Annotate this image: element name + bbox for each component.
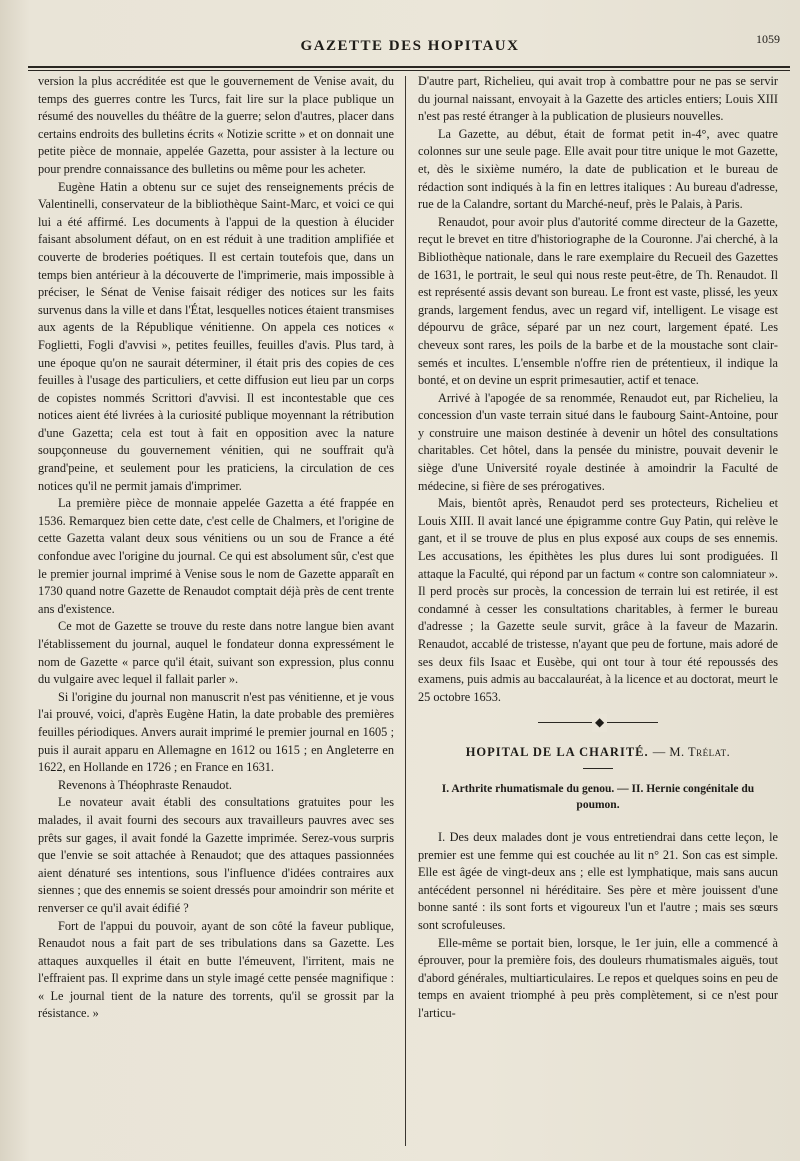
paragraph: La Gazette, au début, était de format petit in-4°, avec quatre colonnes sur une seule page. Elle avait pour titre unique le mot Gazette, et, dès le sixième numéro, la date de publication et le bureau de rédaction sont indiqués à la fin en lettres italiques : Au bureau d'adresse, rue de la Calandre, sortant du Marché-neuf, près le Palais, à Paris. (418, 126, 778, 212)
section-author: — M. Trélat. (652, 745, 731, 760)
lesson-subtitle: I. Arthrite rhumatismale du genou. — II. Hernie congénitale du poumon. (441, 782, 755, 811)
section-heading (418, 744, 778, 762)
section-rule (583, 768, 613, 769)
right-column (418, 73, 778, 1023)
paragraph: version la plus accréditée est que le gouvernement de Venise avait, du temps des guerres contre les Turcs, fait lire sur la place publique un résumé des nouvelles du théâtre de la guerre; selon d'autres, placer dans certains endroits des bulletins écrits « Notizie scritte » et on donnait une petite pièce de monnaie, appelée Gazetta, pour assister à la lecture ou pour prendre connaissance des bulletins ou même pour les acheter. (38, 74, 394, 176)
paragraph: Revenons à Théophraste Renaudot. (58, 777, 232, 792)
paragraph: Ce mot de Gazette se trouve du reste dans notre langue bien avant l'établissement du journal, auquel le fondateur donna expressément le nom de Gazette « parce qu'il était, suivant son expression, plus connu du vulgaire avec lequel il fallait parler ». (38, 619, 394, 687)
page-header (30, 30, 790, 60)
journal-title: GAZETTE DES HOPITAUX (300, 38, 520, 54)
left-column (38, 73, 394, 1023)
header-rule-thin (28, 70, 790, 71)
column-divider (405, 76, 406, 1146)
paragraph: Eugène Hatin a obtenu sur ce sujet des renseignements précis de Valentinelli, conservateur de la bibliothèque Saint-Marc, et voici ce qui lui a été affirmé. Les documents à l'appui de la question à élucider faisant absolument défaut, on en est réduit à une tradition amplifiée et couverte de broderies poétiques. Il est certain toutefois que, dans un temps bien antérieur à la découverte de l'imprimerie, mais impossible à préciser, le Sénat de Venise faisait rédiger des notices sur les faits survenus dans la ville et dans l'État, lesquelles notices étaient transmises aux agents de la République vénitienne. On appela ces notices « Foglietti, Fogli d'avvisi », petites feuilles, feuilles d'avis. Plus tard, à une époque qu'on ne saurait déterminer, il était pris des copies de ces feuilles à l'usage des particuliers, et cette diffusion eut lieu par un corps de copistes nommés Scrittori d'avvisi. Il est incontestable que ces notices aient été livrées à la curiosité publique moyennant la rétribution d'une Gazetta; cela est tout à fait en opposition avec la nature soupçonneuse du gouvernement vénitien, qui ne souffrait qu'à grand'peine, et seulement pour les praticiens, la circulation de ces notices qu'il ne permit jamais d'imprimer. (38, 179, 394, 493)
header-rule (28, 66, 790, 68)
paragraph: Le novateur avait établi des consultations gratuites pour les malades, il avait fourni des secours aux travailleurs pauvres avec ses prêts sur gages, il avait fondé la Gazette imprimée. Serez-vous surpris que l'envie se soit attachée à Renaudot; que des attaques passionnées aient dénaturé ses intentions, sous l'influence d'idées contraires aux siennes ; que des ennemis se soient dressés pour amoindrir son mérite et renverser ce qu'il avait édifié ? (38, 795, 394, 915)
paragraph: La première pièce de monnaie appelée Gazetta a été frappée en 1536. Remarquez bien cette date, c'est celle de Chalmers, et l'origine de cette Gazetta valant deux sous vénitiens ou un sou de France a été confondue avec l'origine du journal. Ce qui est absolument sûr, c'est que le premier journal imprimé à Venise sous le nom de Gazette apparaît en 1730 quand notre Gazette de Renaudot comptait déjà près de cent trente ans d'existence. (38, 496, 394, 616)
paragraph: Fort de l'appui du pouvoir, ayant de son côté la faveur publique, Renaudot nous a fait part de ses tribulations dans sa Gazette. Les attaques auxquelles il était en butte l'émeuvent, l'irritent, mais ne l'effraient pas. Il exprime dans un style imagé cette pensée magnifique : « Le journal tient de la nature des torrents, qu'il se grossit par la résistance. » (38, 918, 394, 1021)
section-title: HOPITAL DE LA CHARITÉ. (465, 745, 649, 760)
paragraph: I. Des deux malades dont je vous entretiendrai dans cette leçon, le premier est une femme qui est couchée au lit n° 21. Son cas est simple. Elle est âgée de vingt-deux ans ; elle est lymphatique, mais sans aucun antécédent personnel ni héréditaire. Ses père et mère jouissent d'une bonne santé : ils sont forts et vigoureux l'un et l'autre ; mais ses sœurs sont scrofuleuses. (418, 829, 778, 932)
paragraph: Arrivé à l'apogée de sa renommée, Renaudot eut, par Richelieu, la concession d'un vaste terrain situé dans le faubourg Saint-Antoine, pour y construire une maison destinée à devenir un hôtel des consultations charitables. Cet hôtel, dans la pensée du ministre, pouvait devenir le siège d'une Université royale destinée à amoindrir la Faculté de médecine, si fière de ses prérogatives. (418, 390, 778, 493)
paragraph: D'autre part, Richelieu, qui avait trop à combattre pour ne pas se servir du journal naissant, envoyait à la Gazette des articles entiers; Louis XIII n'est pas resté étranger à la publication de plusieurs nouvelles. (418, 74, 778, 124)
section-ornament (538, 715, 658, 730)
paragraph: Elle-même se portait bien, lorsque, le 1er juin, elle a commencé à éprouver, pour la première fois, des douleurs rhumatismales aiguës, tout d'abord générales, multiarticulaires. Le repos et quelques soins en peu de temps en avaient triomphé à peu près complètement, si ce n'est pour l'articu- (418, 935, 778, 1020)
paragraph: Renaudot, pour avoir plus d'autorité comme directeur de la Gazette, reçut le brevet en titre d'historiographe de la Couronne. J'ai cherché, à la Bibliothèque nationale, dans le rare exemplaire du Recueil des Gazettes de 1631, le portrait, le seul qui nous reste peut-être, de Th. Renaudot. Il est représenté assis devant son bureau. Le front est vaste, plissé, les yeux grands, largement fendus, avec un regard vif, intelligent. Le visage est dépourvu de grâce, séparé par un nez court, largement épaté. Les cheveux sont rares, les poils de la barbe et de la moustache sont clair-semés et incultes. L'ensemble n'offre rien de prétentieux, il indique la bonté, et on devine un esprit primesautier, actif et tenace. (418, 214, 778, 388)
paragraph: Si l'origine du journal non manuscrit n'est pas vénitienne, et je vous l'ai prouvé, voici, d'après Eugène Hatin, la date probable des premières feuilles périodiques. Anvers aurait imprimé le premier journal en 1605 ; puis il aurait apparu en Allemagne en 1612 ou 1615 ; en Angleterre en 1622, en Hollande en 1726 ; en France en 1631. (38, 689, 394, 775)
page-number: 1059 (756, 32, 780, 46)
diamond-icon: ◆ (592, 714, 607, 732)
paragraph: Mais, bientôt après, Renaudot perd ses protecteurs, Richelieu et Louis XIII. Il avait lancé une épigramme contre Guy Patin, qui relève le gant, et il se trouve de plus en plus exposé aux coups de ses ennemis. Les accusations, les épithètes les plus dures lui sont prodiguées. Il attaque la Faculté, qui répond par un factum « contre son calomniateur ». Il perd procès sur procès, la concession de terrain lui est retirée, il est condamné à cesser les consultations charitables, à fermer le bureau d'adresse ; la Gazette seule survit, grâce à la faveur de Mazarin. Renaudot, accablé de tristesse, n'ayant que peu de fortune, mais adoré de ses deux fils Isaac et Eusèbe, qui ont tour à tour été repoussés des examens, puis admis au baccalauréat, à la licence et au doctorat, meurt le 25 octobre 1653. (418, 496, 778, 704)
